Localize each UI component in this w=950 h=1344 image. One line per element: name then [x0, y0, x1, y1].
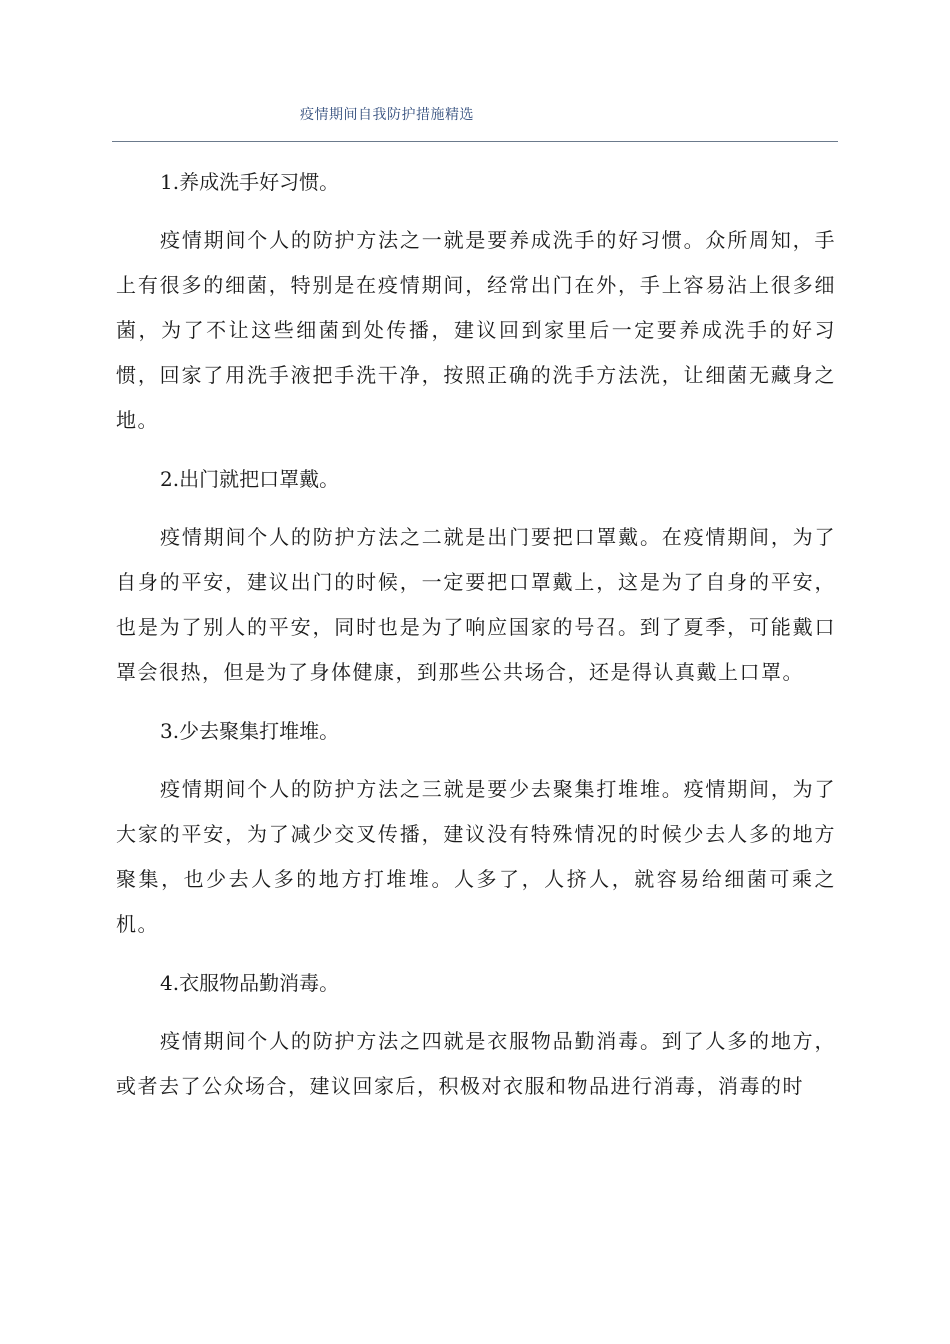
- section-heading-1: 1.养成洗手好习惯。: [160, 170, 340, 194]
- section-paragraph-3: 疫情期间个人的防护方法之三就是要少去聚集打堆堆。疫情期间，为了大家的平安，为了减少交叉传播，建议没有特殊情况的时候少去人多的地方聚集，也少去人多的地方打堆堆。人多了，人挤人，就容易给细菌可乘之机。: [116, 777, 836, 936]
- section-paragraph-4: 疫情期间个人的防护方法之四就是衣服物品勤消毒。到了人多的地方，或者去了公众场合，建议回家后，积极对衣服和物品进行消毒，消毒的时: [116, 1029, 836, 1098]
- section-paragraph-1: 疫情期间个人的防护方法之一就是要养成洗手的好习惯。众所周知，手上有很多的细菌，特别是在疫情期间，经常出门在外，手上容易沾上很多细菌，为了不让这些细菌到处传播，建议回到家里后一定要养成洗手的好习惯，回家了用洗手液把手洗干净，按照正确的洗手方法洗，让细菌无藏身之地。: [116, 228, 836, 432]
- section-heading-3: 3.少去聚集打堆堆。: [160, 719, 340, 743]
- header-divider: [112, 141, 838, 142]
- section-paragraph-2: 疫情期间个人的防护方法之二就是出门要把口罩戴。在疫情期间，为了自身的平安，建议出门的时候，一定要把口罩戴上，这是为了自身的平安，也是为了别人的平安，同时也是为了响应国家的号召。到了夏季，可能戴口罩会很热，但是为了身体健康，到那些公共场合，还是得认真戴上口罩。: [116, 525, 836, 684]
- document-body: [116, 160, 836, 1123]
- section-heading-4: 4.衣服物品勤消毒。: [160, 971, 340, 995]
- section-heading-2: 2.出门就把口罩戴。: [160, 467, 340, 491]
- page-header-title: 疫情期间自我防护措施精选: [300, 107, 474, 123]
